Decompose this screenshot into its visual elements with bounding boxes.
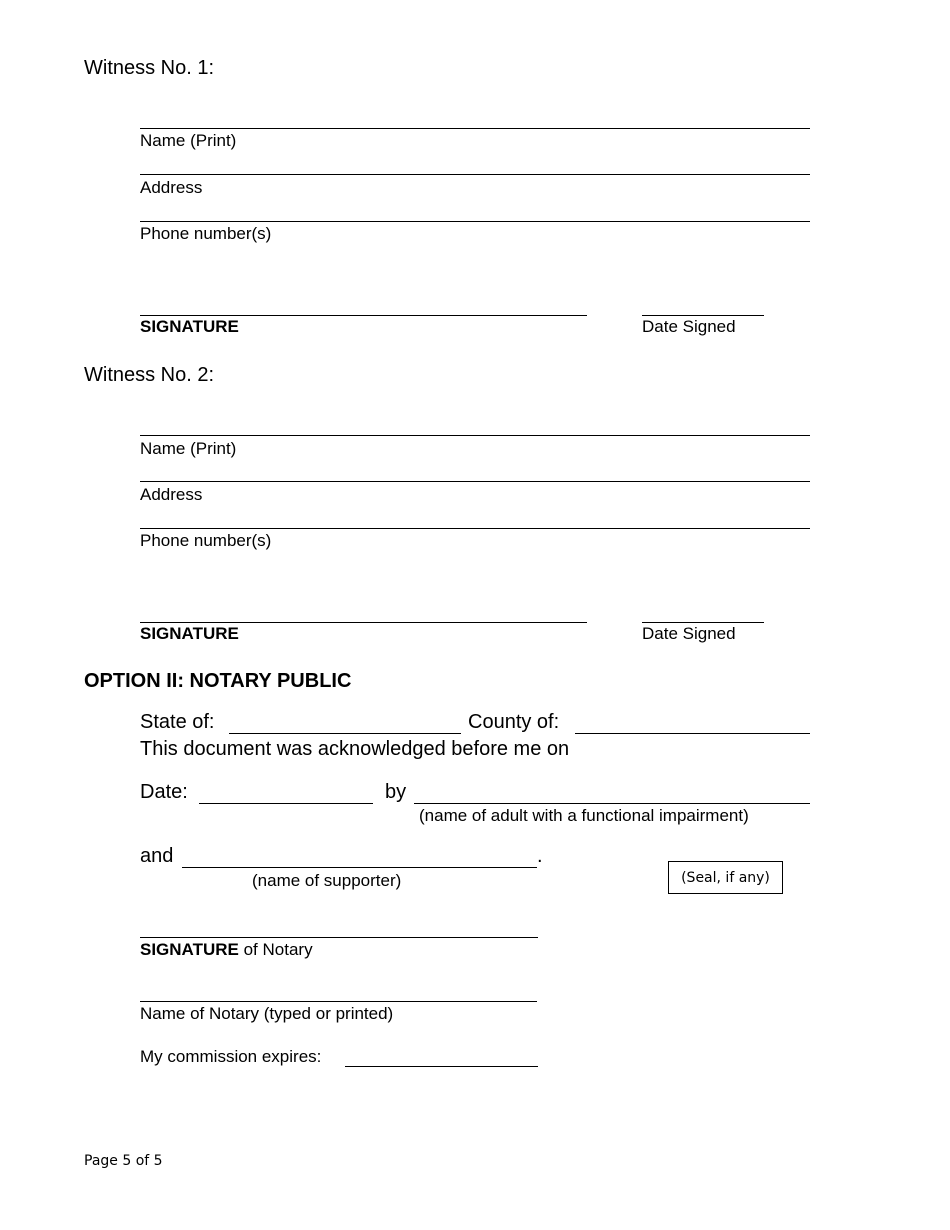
- witness-1-signature-label: SIGNATURE: [140, 317, 239, 336]
- witness-1-phone-line[interactable]: [140, 221, 810, 222]
- witness-1-heading: Witness No. 1:: [84, 57, 215, 79]
- witness-2-heading: Witness No. 2:: [84, 364, 215, 386]
- witness-2-phone-line[interactable]: [140, 528, 810, 529]
- witness-1-signature-line[interactable]: [140, 315, 587, 316]
- seal-text: (Seal, if any): [681, 869, 770, 886]
- adult-name-caption: (name of adult with a functional impairment): [419, 806, 749, 825]
- state-field[interactable]: [229, 733, 461, 734]
- notary-name-line[interactable]: [140, 1001, 537, 1002]
- witness-1-name-label: Name (Print): [140, 131, 237, 150]
- notary-signature-suffix: of Notary: [243, 940, 313, 959]
- adult-name-field[interactable]: [414, 803, 810, 804]
- date-field[interactable]: [199, 803, 373, 804]
- witness-2-address-label: Address: [140, 485, 203, 504]
- supporter-period: .: [537, 845, 543, 867]
- acknowledged-text: This document was acknowledged before me on: [140, 738, 570, 760]
- witness-1-address-line[interactable]: [140, 174, 810, 175]
- commission-expiry-field[interactable]: [345, 1066, 538, 1067]
- witness-1-address-label: Address: [140, 178, 203, 197]
- seal-box: [668, 861, 783, 894]
- witness-1-date-line[interactable]: [642, 315, 764, 316]
- notary-name-label: Name of Notary (typed or printed): [140, 1004, 394, 1023]
- county-field[interactable]: [575, 733, 810, 734]
- county-label: County of:: [468, 711, 560, 733]
- by-label: by: [385, 781, 407, 803]
- notary-signature-label: [140, 940, 313, 960]
- date-label: Date:: [140, 781, 188, 803]
- notary-signature-bold: SIGNATURE: [140, 940, 239, 959]
- witness-1-phone-label: Phone number(s): [140, 224, 272, 243]
- witness-2-date-line[interactable]: [642, 622, 764, 623]
- notary-signature-line[interactable]: [140, 937, 538, 938]
- state-label: State of:: [140, 711, 215, 733]
- supporter-name-field[interactable]: [182, 867, 537, 868]
- witness-2-signature-label: SIGNATURE: [140, 624, 239, 643]
- witness-2-date-label: Date Signed: [642, 624, 736, 643]
- and-label: and: [140, 845, 174, 867]
- notary-section-heading: OPTION II: NOTARY PUBLIC: [84, 670, 352, 692]
- commission-label: My commission expires:: [140, 1047, 322, 1066]
- witness-2-signature-line[interactable]: [140, 622, 587, 623]
- witness-2-name-label: Name (Print): [140, 439, 237, 458]
- page-number: Page 5 of 5: [84, 1153, 163, 1169]
- witness-1-name-line[interactable]: [140, 128, 810, 129]
- witness-2-phone-label: Phone number(s): [140, 531, 272, 550]
- supporter-name-caption: (name of supporter): [252, 871, 402, 890]
- witness-2-name-line[interactable]: [140, 435, 810, 436]
- witness-1-date-label: Date Signed: [642, 317, 736, 336]
- witness-2-address-line[interactable]: [140, 481, 810, 482]
